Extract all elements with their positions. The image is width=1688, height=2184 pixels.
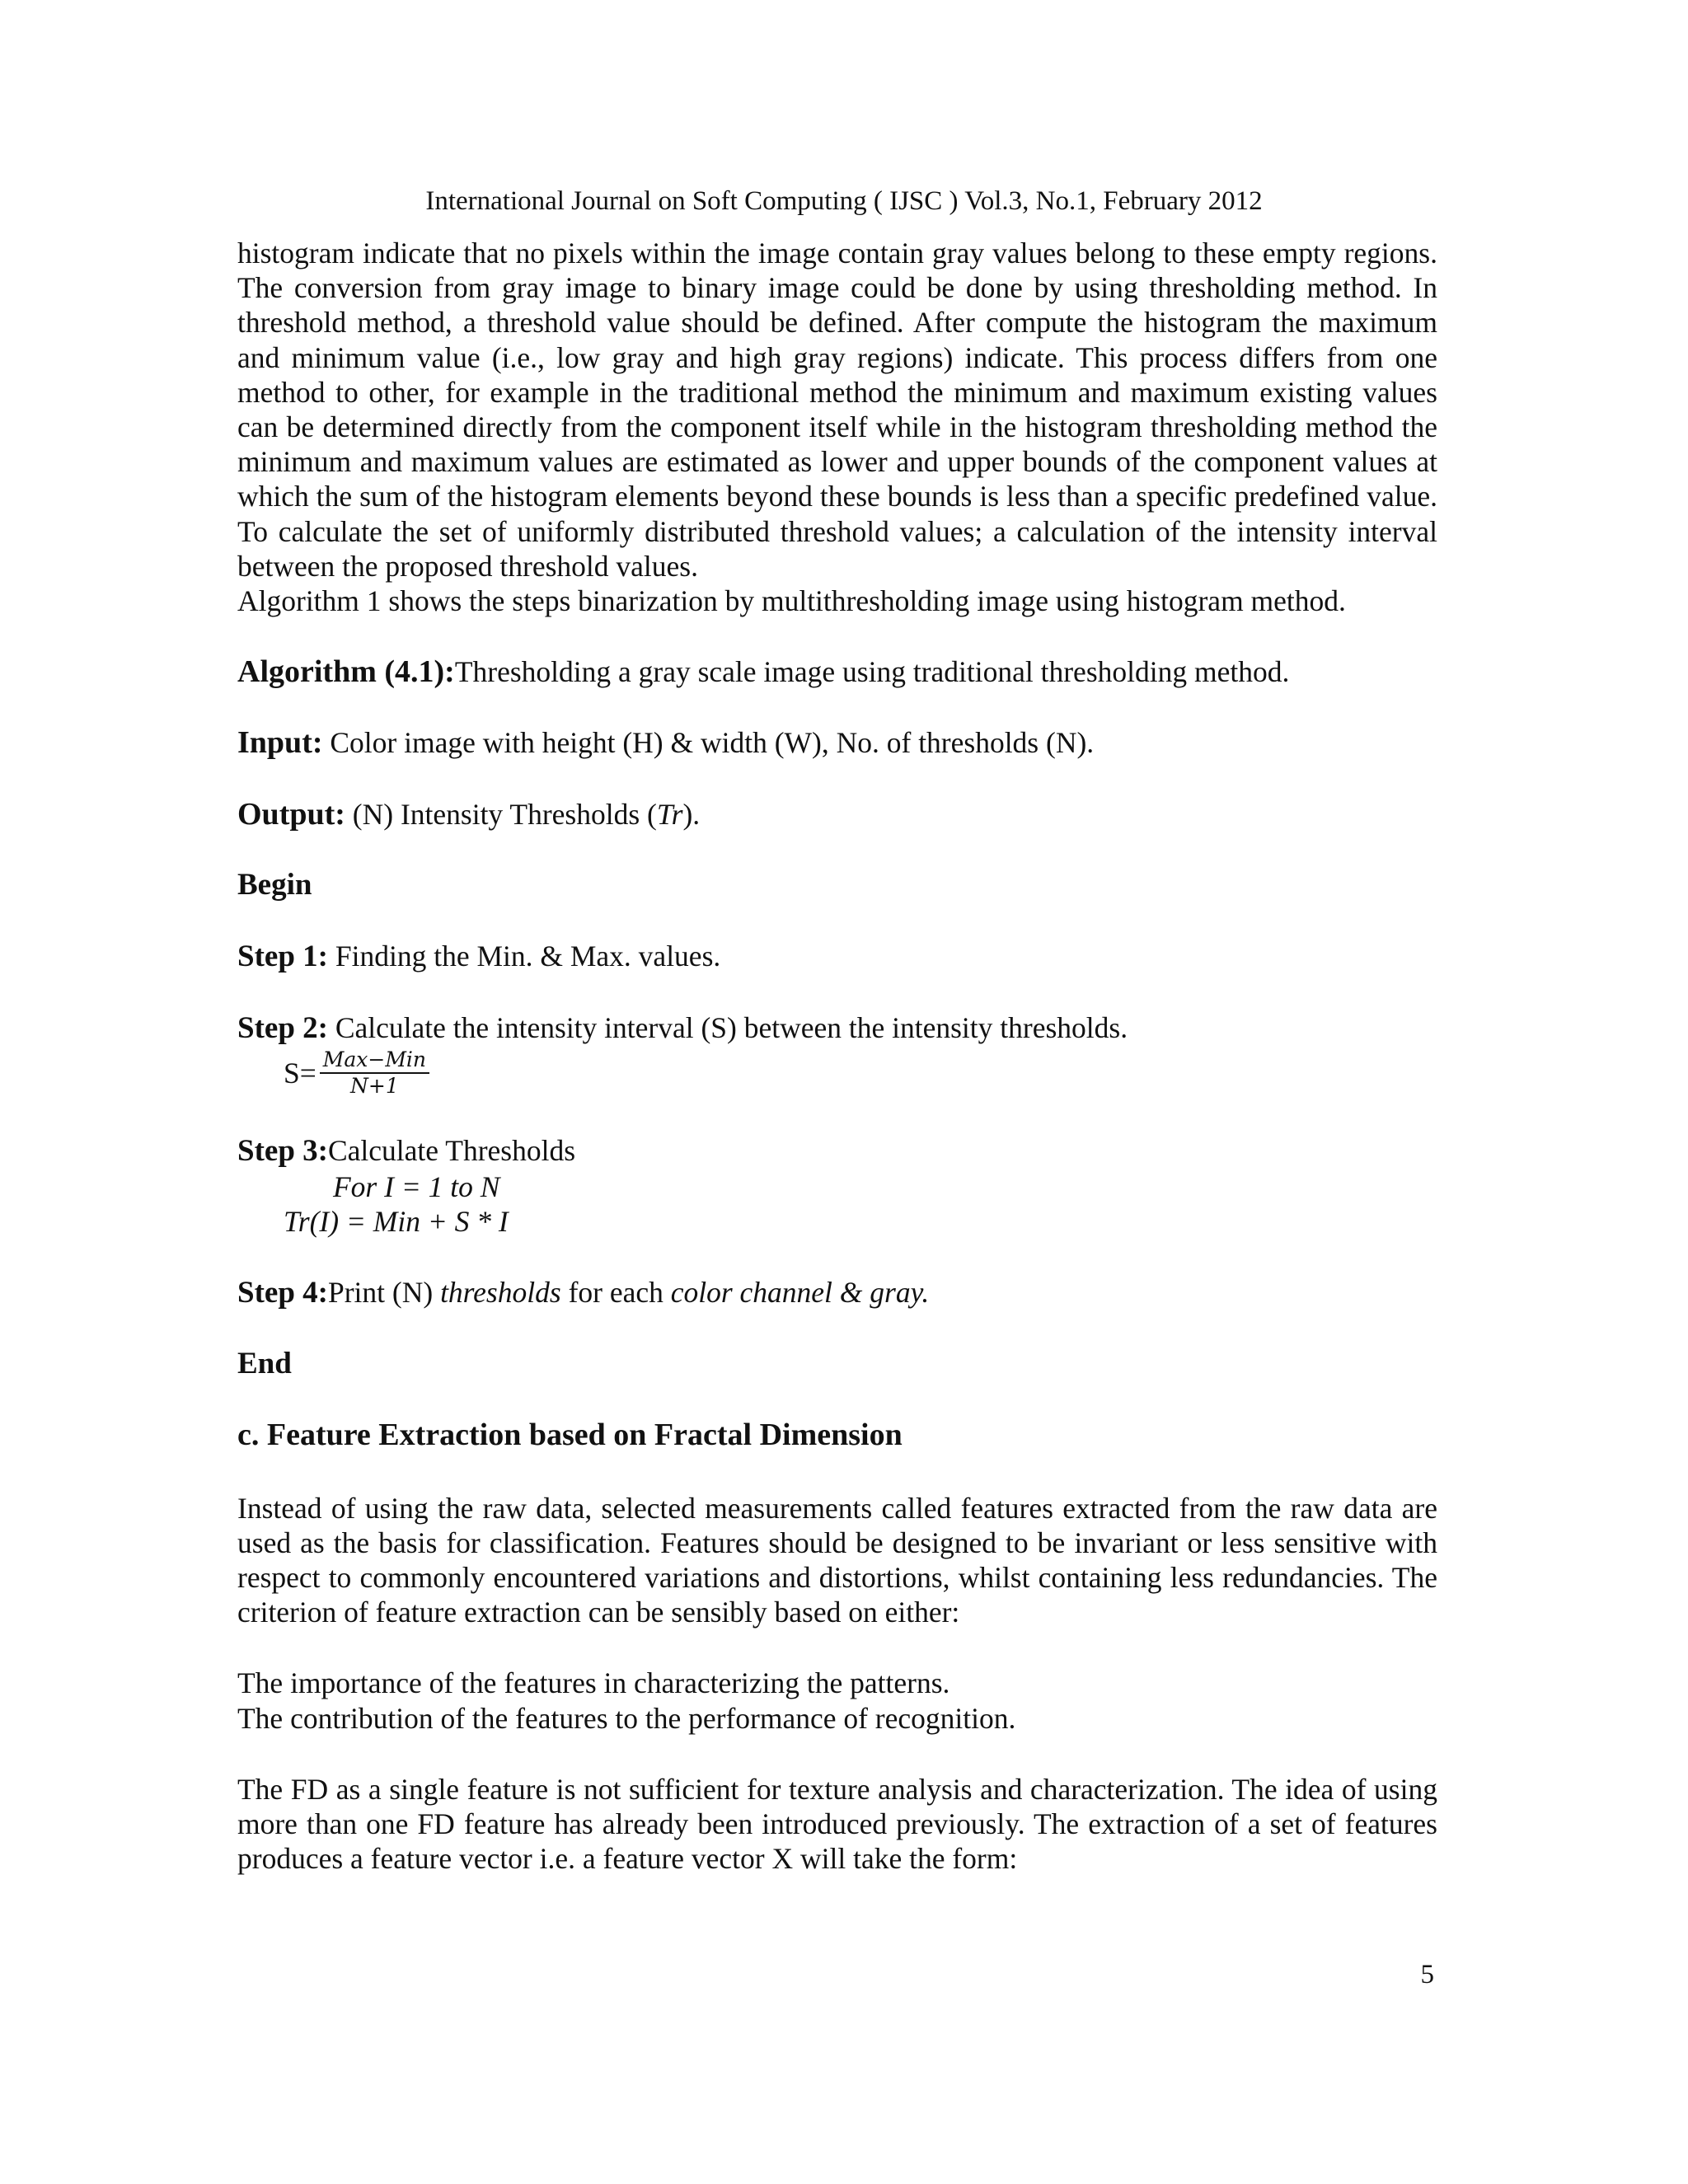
feature-paragraph: Instead of using the raw data, selected measurements called features extracted from the raw data are used as the basis for classification. Features should be designed to be invariant or less sensitive with respect to commonly encountered variations and distortions, whilst containing less redundancies. The criterion of feature extraction can be sensibly based on either: <box>237 1491 1437 1629</box>
step-4-text-pre: Print (N) <box>327 1276 441 1310</box>
criteria-item: The contribution of the features to the performance of recognition. <box>237 1701 1016 1735</box>
algorithm-step-1 <box>237 939 1437 974</box>
step-4-em-channel: color channel & gray. <box>670 1276 930 1310</box>
step-4-label: Step 4: <box>237 1276 328 1310</box>
algorithm-step-4 <box>237 1275 1437 1310</box>
algorithm-end: End <box>237 1347 292 1381</box>
step-3-loop: For I = 1 to N <box>333 1169 500 1203</box>
algorithm-output-line <box>237 797 1437 832</box>
fd-paragraph: The FD as a single feature is not sufficient for texture analysis and characterization. The idea of using more than one FD feature has already been introduced previously. The extraction of a set of features produces a feature vector i.e. a feature vector X will take the form: <box>237 1772 1437 1876</box>
output-text-post: ). <box>682 797 701 831</box>
section-heading: c. Feature Extraction based on Fractal Dimension <box>237 1418 903 1453</box>
intro-paragraph: histogram indicate that no pixels within the image contain gray values belong to these empty regions. The conversion from gray image to binary image could be done by using thresholding method. In threshold method, a threshold value should be defined. After compute the histogram the maximum and minimum value (i.e., low gray and high gray regions) indicate. This process differs from one method to other, for example in the traditional method the minimum and maximum existing values can be determined directly from the component itself while in the histogram thresholding method the minimum and maximum values are estimated as lower and upper bounds of the component values at which the sum of the histogram elements beyond these bounds is less than a specific predefined value. To calculate the set of uniformly distributed threshold values; a calculation of the intensity interval between the proposed threshold values. <box>237 237 1437 583</box>
step-1-label: Step 1: <box>237 940 328 974</box>
step-4-em-thresholds: thresholds <box>440 1276 561 1310</box>
interval-formula <box>284 1047 1437 1099</box>
formula-numerator: Max−Min <box>320 1047 429 1074</box>
journal-header: International Journal on Soft Computing ( IJSC ) Vol.3, No.1, February 2012 <box>425 186 1263 216</box>
input-label: Input: <box>237 725 323 761</box>
intro-last-line: Algorithm 1 shows the steps binarization by multithresholding image using histogram method. <box>237 584 1346 618</box>
page-content <box>237 236 1437 1877</box>
step-2-text: Calculate the intensity interval (S) between the intensity thresholds. <box>327 1011 1128 1045</box>
output-text-pre: (N) Intensity Thresholds ( <box>345 797 657 831</box>
formula-fraction <box>320 1047 429 1099</box>
output-variable: Tr <box>656 797 683 831</box>
algorithm-label: Algorithm (4.1): <box>237 654 455 690</box>
step-3-label: Step 3: <box>237 1134 328 1169</box>
step-1-text: Finding the Min. & Max. values. <box>327 940 721 973</box>
page-number: 5 <box>1420 1960 1434 1990</box>
formula-lhs: S= <box>284 1057 316 1090</box>
algorithm-title: Thresholding a gray scale image using traditional thresholding method. <box>454 655 1290 689</box>
algorithm-step-3 <box>237 1133 1437 1169</box>
output-label: Output: <box>237 796 345 832</box>
algorithm-input-line <box>237 725 1437 760</box>
input-text: Color image with height (H) & width (W), No. of thresholds (N). <box>322 726 1095 760</box>
algorithm-begin: Begin <box>237 867 312 902</box>
algorithm-step-2 <box>237 1010 1437 1046</box>
step-4-text-mid: for each <box>560 1276 671 1310</box>
step-2-label: Step 2: <box>237 1011 328 1046</box>
step-3-text: Calculate Thresholds <box>327 1134 576 1168</box>
formula-denominator: N+1 <box>350 1074 399 1099</box>
criteria-item: The importance of the features in characterizing the patterns. <box>237 1666 950 1700</box>
step-3-expression: Tr(I) = Min + S * I <box>284 1204 509 1238</box>
algorithm-title-line <box>237 654 1437 689</box>
